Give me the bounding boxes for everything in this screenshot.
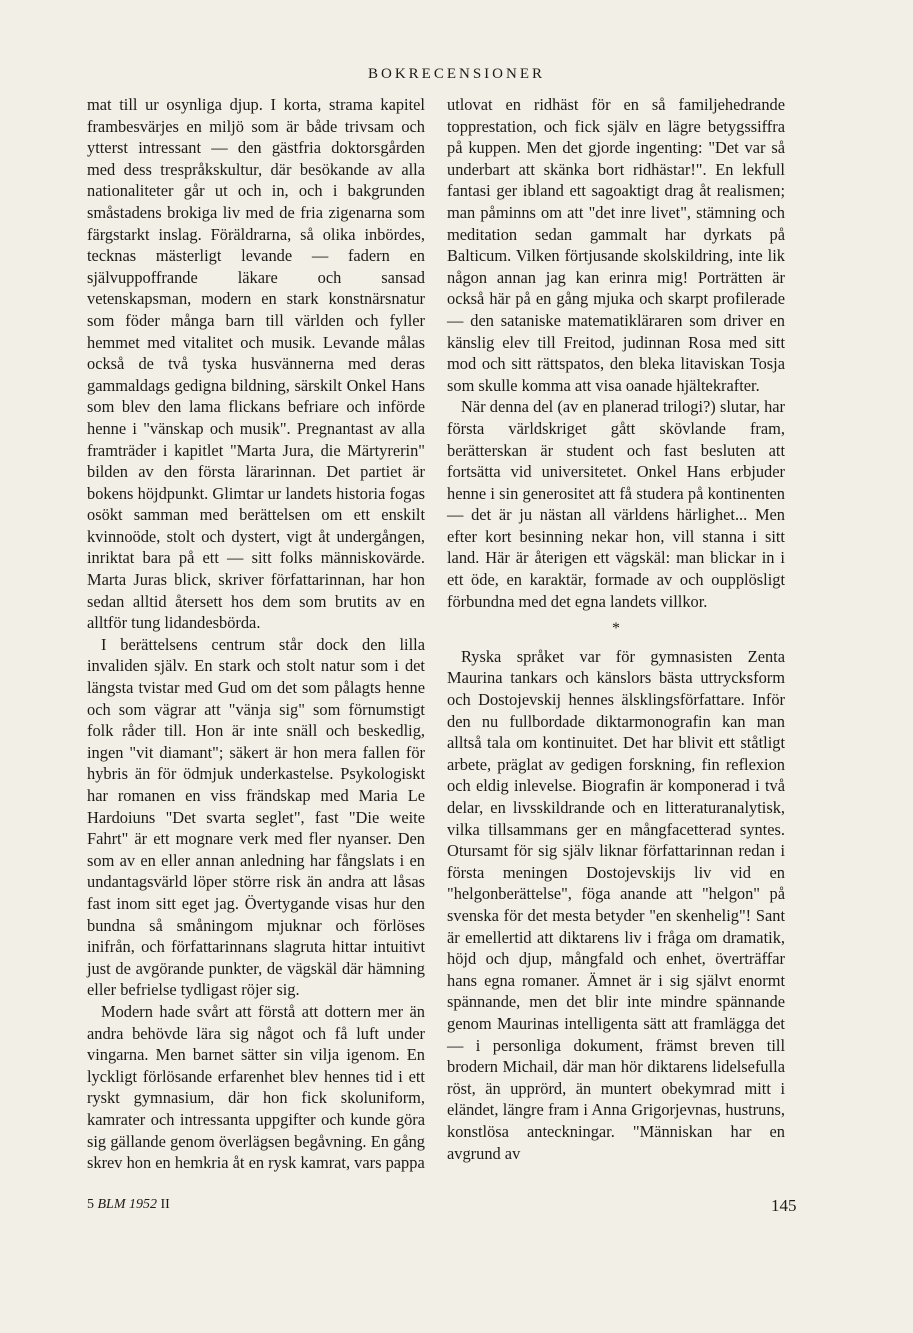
- issue-reference: [87, 1197, 170, 1213]
- section-separator: *: [612, 620, 620, 638]
- issue-suffix: II: [160, 1197, 170, 1212]
- issue-prefix: 5: [87, 1197, 94, 1212]
- left-column: [87, 94, 425, 1174]
- right-column: [447, 94, 785, 1164]
- paragraph: utlovat en ridhäst för en så familjehedrande topprestation, och fick själv en lägre betygssiffra på kuppen. Men det gjorde ingenting: "Det var så underbart att skänka bort ridhästar!". En lekfull fantasi ger ibland ett sagoaktigt drag åt realismen; man påminns om att "det inre livet", stämning och meditation sedan gammalt har dyrkats på Balticum. Vilken förtjusande skolskildring, inte lik någon annan jag kan erinra mig! Porträtten är också här på en gång mjuka och skarpt profilerade — den sataniske matematikläraren som driver en känslig elev till Freitod, judinnan Rosa med sitt mod och sitt rättspatos, den bleka litaviskan Tosja som skulle komma att visa oanade hjältekrafter.: [447, 95, 785, 395]
- paragraph: mat till ur osynliga djup. I korta, strama kapitel frambesvärjes en miljö som är både trivsam och ytterst intressant — den gästfria doktorsgården med dess trespråkskultur, där besökande av alla nationaliteter går ut och in, och i bakgrunden småstadens brokiga liv med de fria zigenarna som färgstarkt inslag. Föräldrarna, så olika inbördes, tecknas mästerligt levande — fadern en självuppoffrande läkare och sansad vetenskapsman, modern en stark konstnärsnatur som föder många barn till världen och fyller hemmet med vitalitet och musik. Levande målas också de två tyska husvännerna med deras gammaldags gedigna bildning, särskilt Onkel Hans som blev den lama flickans befriare och införde henne i "vänskap och musik". Pregnantast av alla framträder i kapitlet "Marta Jura, die Märtyrerin" bilden av den första lärarinnan. Det partiet är bokens höjdpunkt. Glimtar ur landets historia fogas osökt samman med berättelsen om ett enskilt kvinnoöde, stolt och dystert, vigt åt undergången, inriktat bara på ett — sitt folks människovärde. Marta Juras blick, skriver författarinnan, har hon sedan alltid återsett hos dem som brutits av en alltför tung lidandesbörda.: [87, 95, 425, 633]
- paragraph: Modern hade svårt att förstå att dottern mer än andra behövde lära sig något och få luft under vingarna. Men barnet sätter sin vilja igenom. En lyckligt förlösande erfarenhet blev hennes tid i ett ryskt gymnasium, där hon fick skoluniform, kamrater och intressanta uppgifter och kunde göra sig gällande genom överlägsen begåvning. En gång skrev hon en hemkria åt en rysk kamrat, vars pappa: [87, 1001, 425, 1173]
- page-number: 145: [771, 1196, 797, 1215]
- paragraph: När denna del (av en planerad trilogi?) slutar, har första världskriget gått skövlande fram, berätterskan är student och fast besluten att fortsätta vid universitetet. Onkel Hans erbjuder henne i sin generositet att få studera på kontinenten — det är ju nästan all världens härlighet... Men efter kort besinning nekar hon, vill stanna i sitt land. Här är återigen ett vägskäl: man blickar in i ett öde, en karaktär, formade av och oupplösligt förbundna med det egna landets villkor.: [447, 397, 785, 611]
- paragraph: I berättelsens centrum står dock den lilla invaliden själv. En stark och stolt natur som i det längsta tvistar med Gud om det som pålagts henne och som vägrar att "vänja sig" som förnumstigt folk råder till. Hon är inte snäll och beskedlig, ingen "vit diamant"; säkert är hon mera fallen för hybris än för ödmjuk underkastelse. Psykologiskt har romanen en viss frändskap med Maria Le Hardoiuns "Det svarta seglet", fast "Die weite Fahrt" är ett mognare verk med fler nyanser. Den som av en eller annan anledning har fångslats i en undantagsvärld löper större risk än andra att låsas fast inom sitt eget jag. Övertygande visas hur den bundna så småningom mjuknar och förlöses inifrån, och författarinnans slagruta hittar intuitivt just de avgörande punkter, de vägskäl där hämning eller befrielse tydligast röjer sig.: [87, 634, 425, 1000]
- running-header: BOKRECENSIONER: [367, 66, 545, 82]
- issue-journal: BLM 1952: [97, 1197, 157, 1212]
- paragraph: Ryska språket var för gymnasisten Zenta Maurina tankars och känslors bästa uttrycksform och Dostojevskij hennes älsklingsförfattare. Inför den nu fullbordade diktarmonografin kan man alltså tala om kontinuitet. Det har blivit ett ståtligt arbete, präglat av gedigen forskning, fin reflexion och eldig inlevelse. Biografin är komponerad i två delar, en livsskildrande och en litteraturanalytisk, vilka tillsammans ger en mångfacetterad syntes. Otursamt för sig själv liknar författarinnan redan i första meningen Dostojevskijs liv vid en "helgonberättelse", föga anande att "helgon" på svenska för det mesta betyder "en skenhelig"! Sant är emellertid att diktarens liv i fråga om dramatik, höjd och djup, mångfald och enhet, överträffar hans egna romaner. Ämnet är i sig självt enormt spännande, men det blir inte mindre spännande genom Maurinas intelligenta sätt att framlägga det — i personliga dokument, främst breven till brodern Michail, där man hör diktarens lidelsefulla röst, än upprörd, än muntert obekymrad mitt i eländet, längre fram i Anna Grigorjevnas, hustruns, konstlösa anteckningar. "Människan har en avgrund av: [447, 646, 785, 1163]
